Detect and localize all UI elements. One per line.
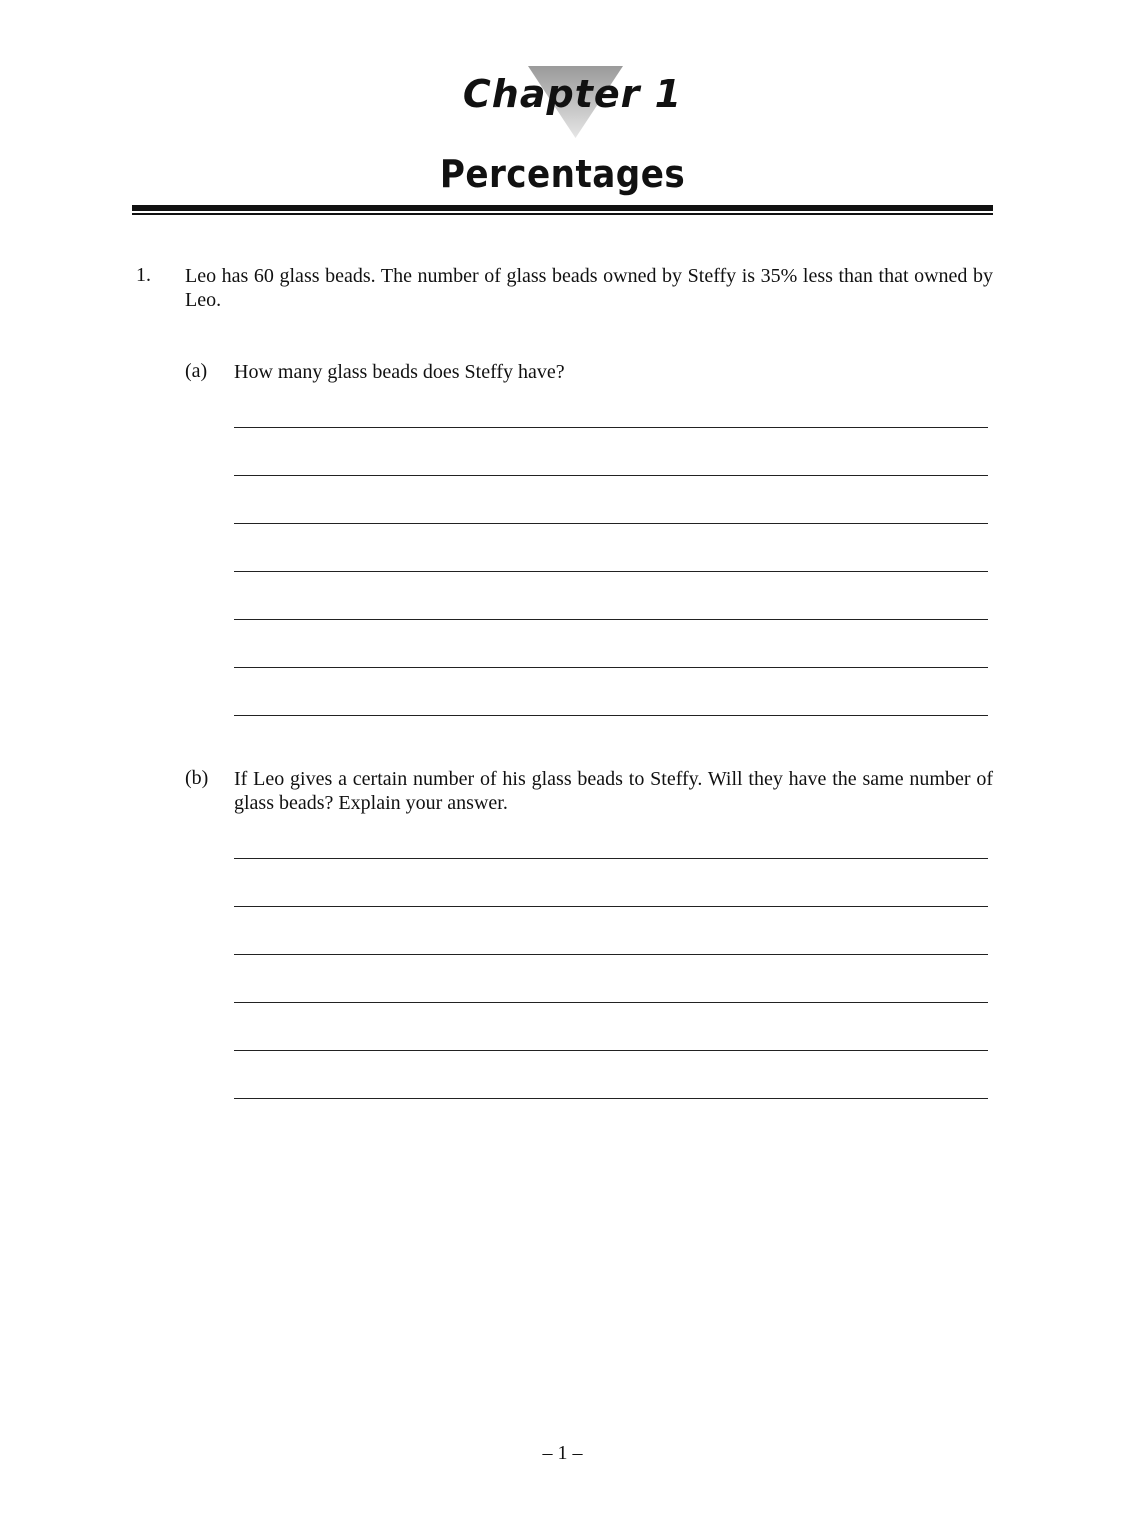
part-a-label: (a) [185,360,208,382]
answer-line-a[interactable] [234,523,988,524]
answer-line-b[interactable] [234,954,988,955]
answer-line-a[interactable] [234,715,988,716]
answer-line-a[interactable] [234,667,988,668]
answer-line-a[interactable] [234,475,988,476]
answer-line-a[interactable] [234,427,988,428]
chapter-banner [0,62,1125,142]
question-text: Leo has 60 glass beads. The number of glass beads owned by Steffy is 35% less than that owned by Leo. [185,265,993,311]
answer-line-b[interactable] [234,1002,988,1003]
title-divider-thin [132,213,993,215]
page-title: Percentages [439,152,686,196]
part-a-text: How many glass beads does Steffy have? [234,361,565,383]
answer-line-b[interactable] [234,906,988,907]
answer-line-a[interactable] [234,619,988,620]
answer-line-a[interactable] [234,571,988,572]
title-divider-thick [132,205,993,211]
question-number: 1. [136,264,151,286]
chapter-heading: Chapter 1 [462,72,683,116]
part-b-label: (b) [185,767,209,789]
answer-line-b[interactable] [234,858,988,859]
part-b-text: If Leo gives a certain number of his glass beads to Steffy. Will they have the same number of glass beads? Explain your answer. [234,768,993,814]
answer-line-b[interactable] [234,1050,988,1051]
page-number: – 1 – [542,1442,583,1464]
answer-line-b[interactable] [234,1098,988,1099]
